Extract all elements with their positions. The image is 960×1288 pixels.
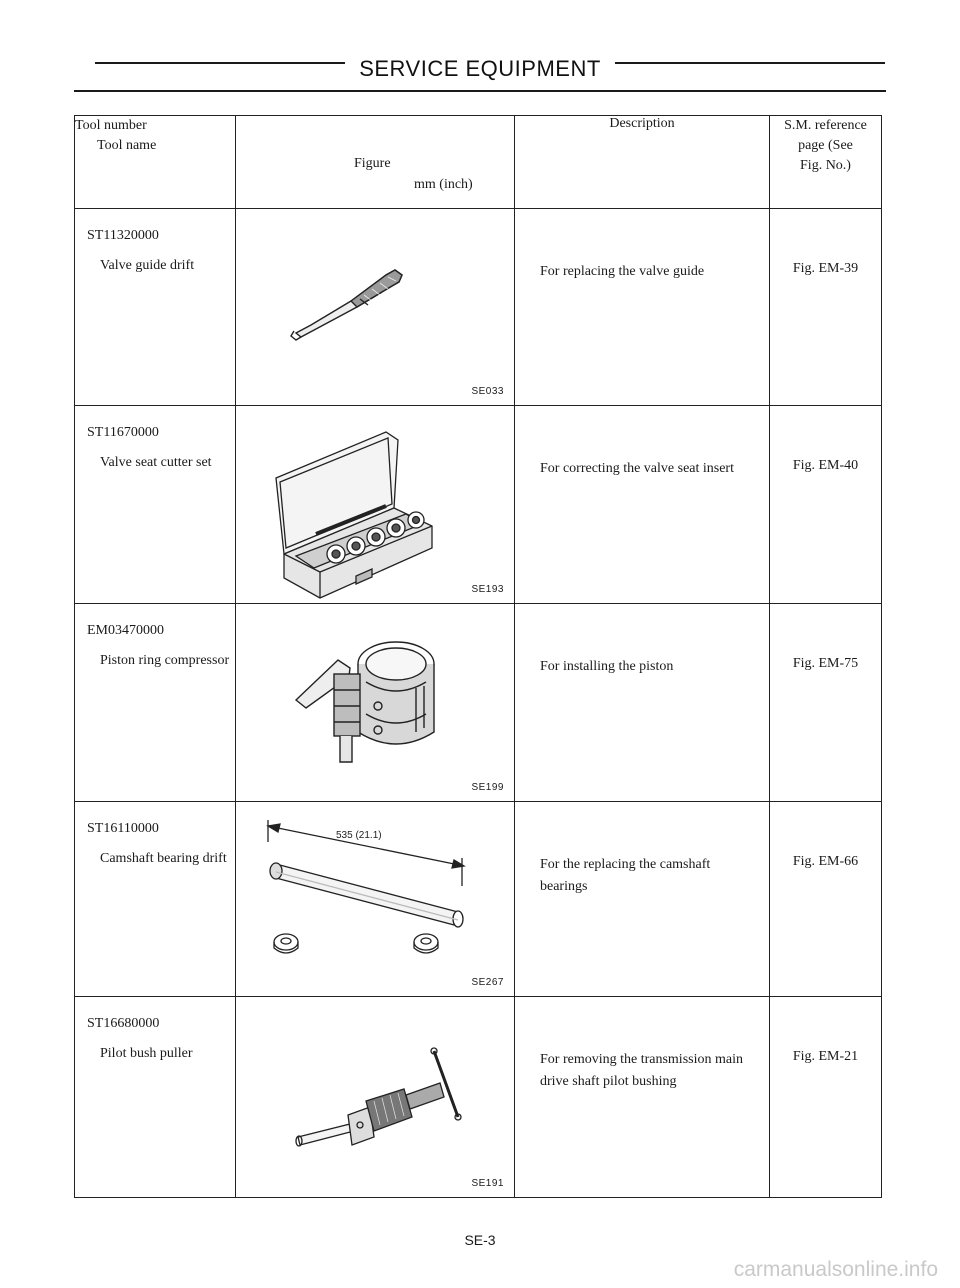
description-text: For correcting the valve seat insert bbox=[540, 461, 734, 476]
figure-code: SE033 bbox=[471, 386, 504, 397]
figure-cell bbox=[236, 604, 515, 802]
reference-text: Fig. EM-66 bbox=[792, 854, 859, 869]
reference-cell bbox=[770, 997, 882, 1198]
tool-number: ST16680000 bbox=[87, 1016, 160, 1031]
header-units-label: mm (inch) bbox=[414, 177, 473, 192]
tool-name: Camshaft bearing drift bbox=[100, 851, 227, 866]
tool-cell bbox=[75, 406, 236, 604]
figure-cell bbox=[236, 209, 515, 406]
piston-ring-compressor-icon bbox=[236, 604, 515, 802]
description-text: For replacing the valve guide bbox=[540, 264, 705, 279]
tool-name: Pilot bush puller bbox=[100, 1046, 193, 1061]
header-ref-line3: Fig. No.) bbox=[800, 158, 851, 173]
table-row bbox=[75, 802, 882, 997]
figure-code: SE199 bbox=[471, 782, 504, 793]
description-text: For removing the transmission main drive shaft pilot bushing bbox=[540, 1052, 743, 1089]
tool-cell bbox=[75, 997, 236, 1198]
header-figure-label: Figure bbox=[354, 156, 391, 171]
reference-cell bbox=[770, 209, 882, 406]
description-cell bbox=[515, 209, 770, 406]
description-cell bbox=[515, 802, 770, 997]
service-equipment-table bbox=[74, 115, 882, 1198]
tool-number: ST11320000 bbox=[87, 228, 159, 243]
figure-code: SE193 bbox=[471, 584, 504, 595]
reference-text: Fig. EM-75 bbox=[792, 656, 859, 671]
page-number: SE-3 bbox=[464, 1232, 496, 1248]
figure-cell bbox=[236, 406, 515, 604]
header-tool bbox=[75, 116, 236, 209]
table-header-row bbox=[75, 116, 882, 209]
valve-seat-cutter-set-icon bbox=[236, 406, 515, 604]
pilot-bush-puller-icon bbox=[236, 997, 515, 1198]
figure-cell bbox=[236, 802, 515, 997]
page-title bbox=[0, 56, 960, 82]
tool-cell bbox=[75, 604, 236, 802]
description-text: For installing the piston bbox=[540, 659, 674, 674]
header-description: Description bbox=[515, 116, 770, 209]
table-row bbox=[75, 209, 882, 406]
tool-number: ST16110000 bbox=[87, 821, 159, 836]
camshaft-bearing-drift-icon bbox=[236, 802, 515, 997]
header-tool-name: Tool name bbox=[97, 138, 157, 153]
description-cell bbox=[515, 406, 770, 604]
header-reference bbox=[770, 116, 882, 209]
reference-cell bbox=[770, 406, 882, 604]
valve-guide-drift-icon bbox=[236, 209, 515, 406]
description-text: For the replacing the camshaft bearings bbox=[540, 857, 711, 894]
reference-cell bbox=[770, 802, 882, 997]
tool-number: EM03470000 bbox=[87, 623, 164, 638]
reference-text: Fig. EM-40 bbox=[792, 458, 859, 473]
table-row bbox=[75, 997, 882, 1198]
figure-dimension: 535 (21.1) bbox=[336, 830, 382, 841]
table-row bbox=[75, 604, 882, 802]
header-ref-line1: S.M. reference bbox=[784, 118, 867, 133]
tool-number: ST11670000 bbox=[87, 425, 159, 440]
tool-name: Valve seat cutter set bbox=[100, 455, 212, 470]
reference-text: Fig. EM-21 bbox=[792, 1049, 859, 1064]
title-rule-bottom bbox=[74, 90, 886, 92]
header-tool-number: Tool number bbox=[75, 118, 147, 133]
tool-name: Piston ring compressor bbox=[100, 653, 230, 668]
figure-cell bbox=[236, 997, 515, 1198]
tool-name: Valve guide drift bbox=[100, 258, 195, 273]
description-cell bbox=[515, 604, 770, 802]
header-ref-line2: page (See bbox=[798, 138, 853, 153]
tool-cell bbox=[75, 209, 236, 406]
watermark: carmanualsonline.info bbox=[733, 1258, 938, 1281]
description-cell bbox=[515, 997, 770, 1198]
figure-code: SE267 bbox=[471, 977, 504, 988]
figure-code: SE191 bbox=[471, 1178, 504, 1189]
page-title-text: SERVICE EQUIPMENT bbox=[345, 56, 615, 81]
reference-text: Fig. EM-39 bbox=[792, 261, 859, 276]
table-row bbox=[75, 406, 882, 604]
header-figure bbox=[236, 116, 515, 209]
tool-cell bbox=[75, 802, 236, 997]
reference-cell bbox=[770, 604, 882, 802]
